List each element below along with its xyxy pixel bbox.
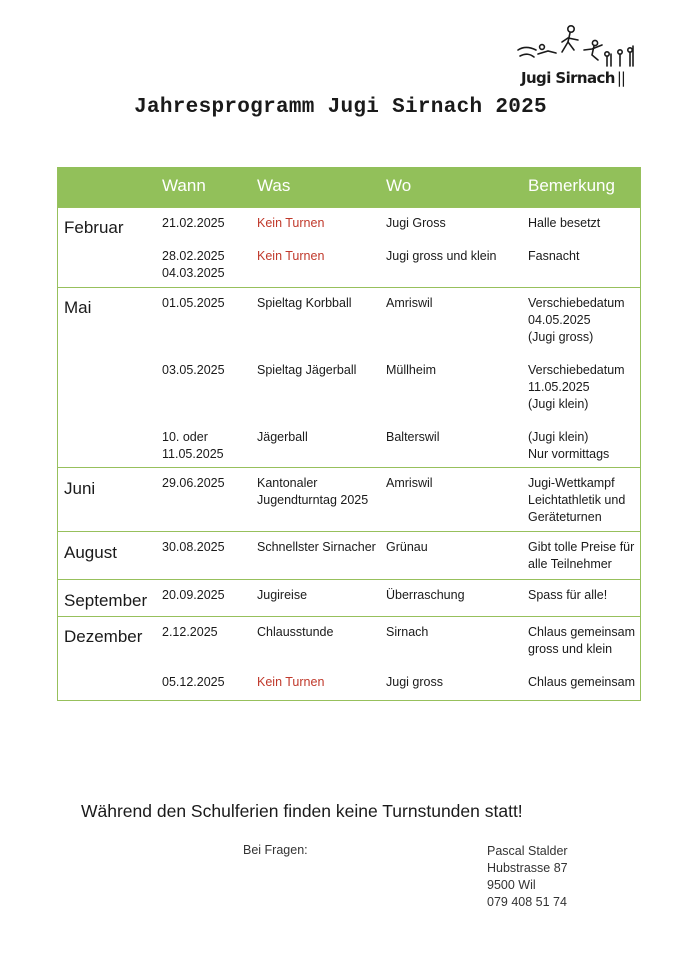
cell-wo: Jugi gross und klein [386,249,497,263]
month-label: Mai [64,298,92,317]
cell-was: Kein Turnen [257,249,325,263]
cell-wann: 30.08.2025 [162,540,225,554]
cell-wann: 05.12.2025 [162,675,225,689]
month-block-juni [58,467,640,531]
cell-bemerkung: (Jugi klein) Nur vormittags [528,430,610,461]
cell-wo: Jugi Gross [386,216,446,230]
contact-label: Bei Fragen: [243,843,308,857]
table-header [58,167,640,207]
header-wo: Wo [386,176,412,195]
cell-was: Kantonaler Jugendturntag 2025 [257,476,369,507]
cell-was: Kein Turnen [257,216,325,230]
cell-bemerkung: Verschiebedatum 11.05.2025 (Jugi klein) [528,363,625,411]
cell-bemerkung: Fasnacht [528,249,580,263]
cell-was: Chlausstunde [257,625,334,639]
month-block-februar [58,207,640,287]
cell-wo: Überraschung [386,588,465,602]
cell-bemerkung: Jugi-Wettkampf Leichtathletik und Geräteturnen [528,476,626,524]
logo-text: Jugi Sirnach || [521,69,625,87]
month-block-mai [58,287,640,467]
cell-wo: Amriswil [386,476,433,490]
cell-bemerkung: Spass für alle! [528,588,608,602]
contact-street: Hubstrasse 87 [487,861,568,875]
jugi-logo [512,20,642,92]
cell-bemerkung: Verschiebedatum 04.05.2025 (Jugi gross) [528,296,625,344]
header-bemerkung: Bemerkung [528,176,615,195]
cell-was: Spieltag Korbball [257,296,352,310]
contact-name: Pascal Stalder [487,844,568,858]
cell-wo: Amriswil [386,296,433,310]
cell-wo: Jugi gross [386,675,443,689]
cell-wann: 01.05.2025 [162,296,225,310]
gymnasts-figures-icon [512,20,642,70]
month-block-september [58,579,640,616]
cell-wo: Grünau [386,540,428,554]
contact-city: 9500 Wil [487,878,536,892]
cell-wann: 28.02.2025 04.03.2025 [162,249,225,280]
cell-bemerkung: Halle besetzt [528,216,601,230]
cell-bemerkung: Chlaus gemeinsam [528,675,635,689]
contact-address [487,843,568,911]
cell-wann: 20.09.2025 [162,588,225,602]
cell-was: Kein Turnen [257,675,325,689]
cell-wann: 03.05.2025 [162,363,225,377]
cell-wo: Balterswil [386,430,440,444]
page-title: Jahresprogramm Jugi Sirnach 2025 [134,96,547,119]
month-label: Februar [64,218,124,237]
cell-was: Schnellster Sirnacher [257,540,376,554]
cell-bemerkung: Gibt tolle Preise für alle Teilnehmer [528,540,635,571]
cell-was: Jägerball [257,430,308,444]
cell-wo: Müllheim [386,363,437,377]
cell-wann: 29.06.2025 [162,476,225,490]
holiday-notice: Während den Schulferien finden keine Turnstunden statt! [81,801,523,821]
cell-was: Spieltag Jägerball [257,363,357,377]
month-label: Dezember [64,627,143,646]
month-block-august [58,531,640,579]
month-label: September [64,591,148,610]
cell-wann: 2.12.2025 [162,625,218,639]
month-block-dezember [58,616,640,700]
program-table [57,167,641,701]
month-label: Juni [64,479,96,498]
contact-phone: 079 408 51 74 [487,895,567,909]
cell-wann: 21.02.2025 [162,216,225,230]
header-wann: Wann [162,176,206,195]
header-was: Was [257,176,291,195]
month-label: August [64,543,117,562]
cell-wann: 10. oder 11.05.2025 [162,430,224,461]
cell-was: Jugireise [257,588,308,602]
cell-wo: Sirnach [386,625,429,639]
cell-bemerkung: Chlaus gemeinsam gross und klein [528,625,635,656]
